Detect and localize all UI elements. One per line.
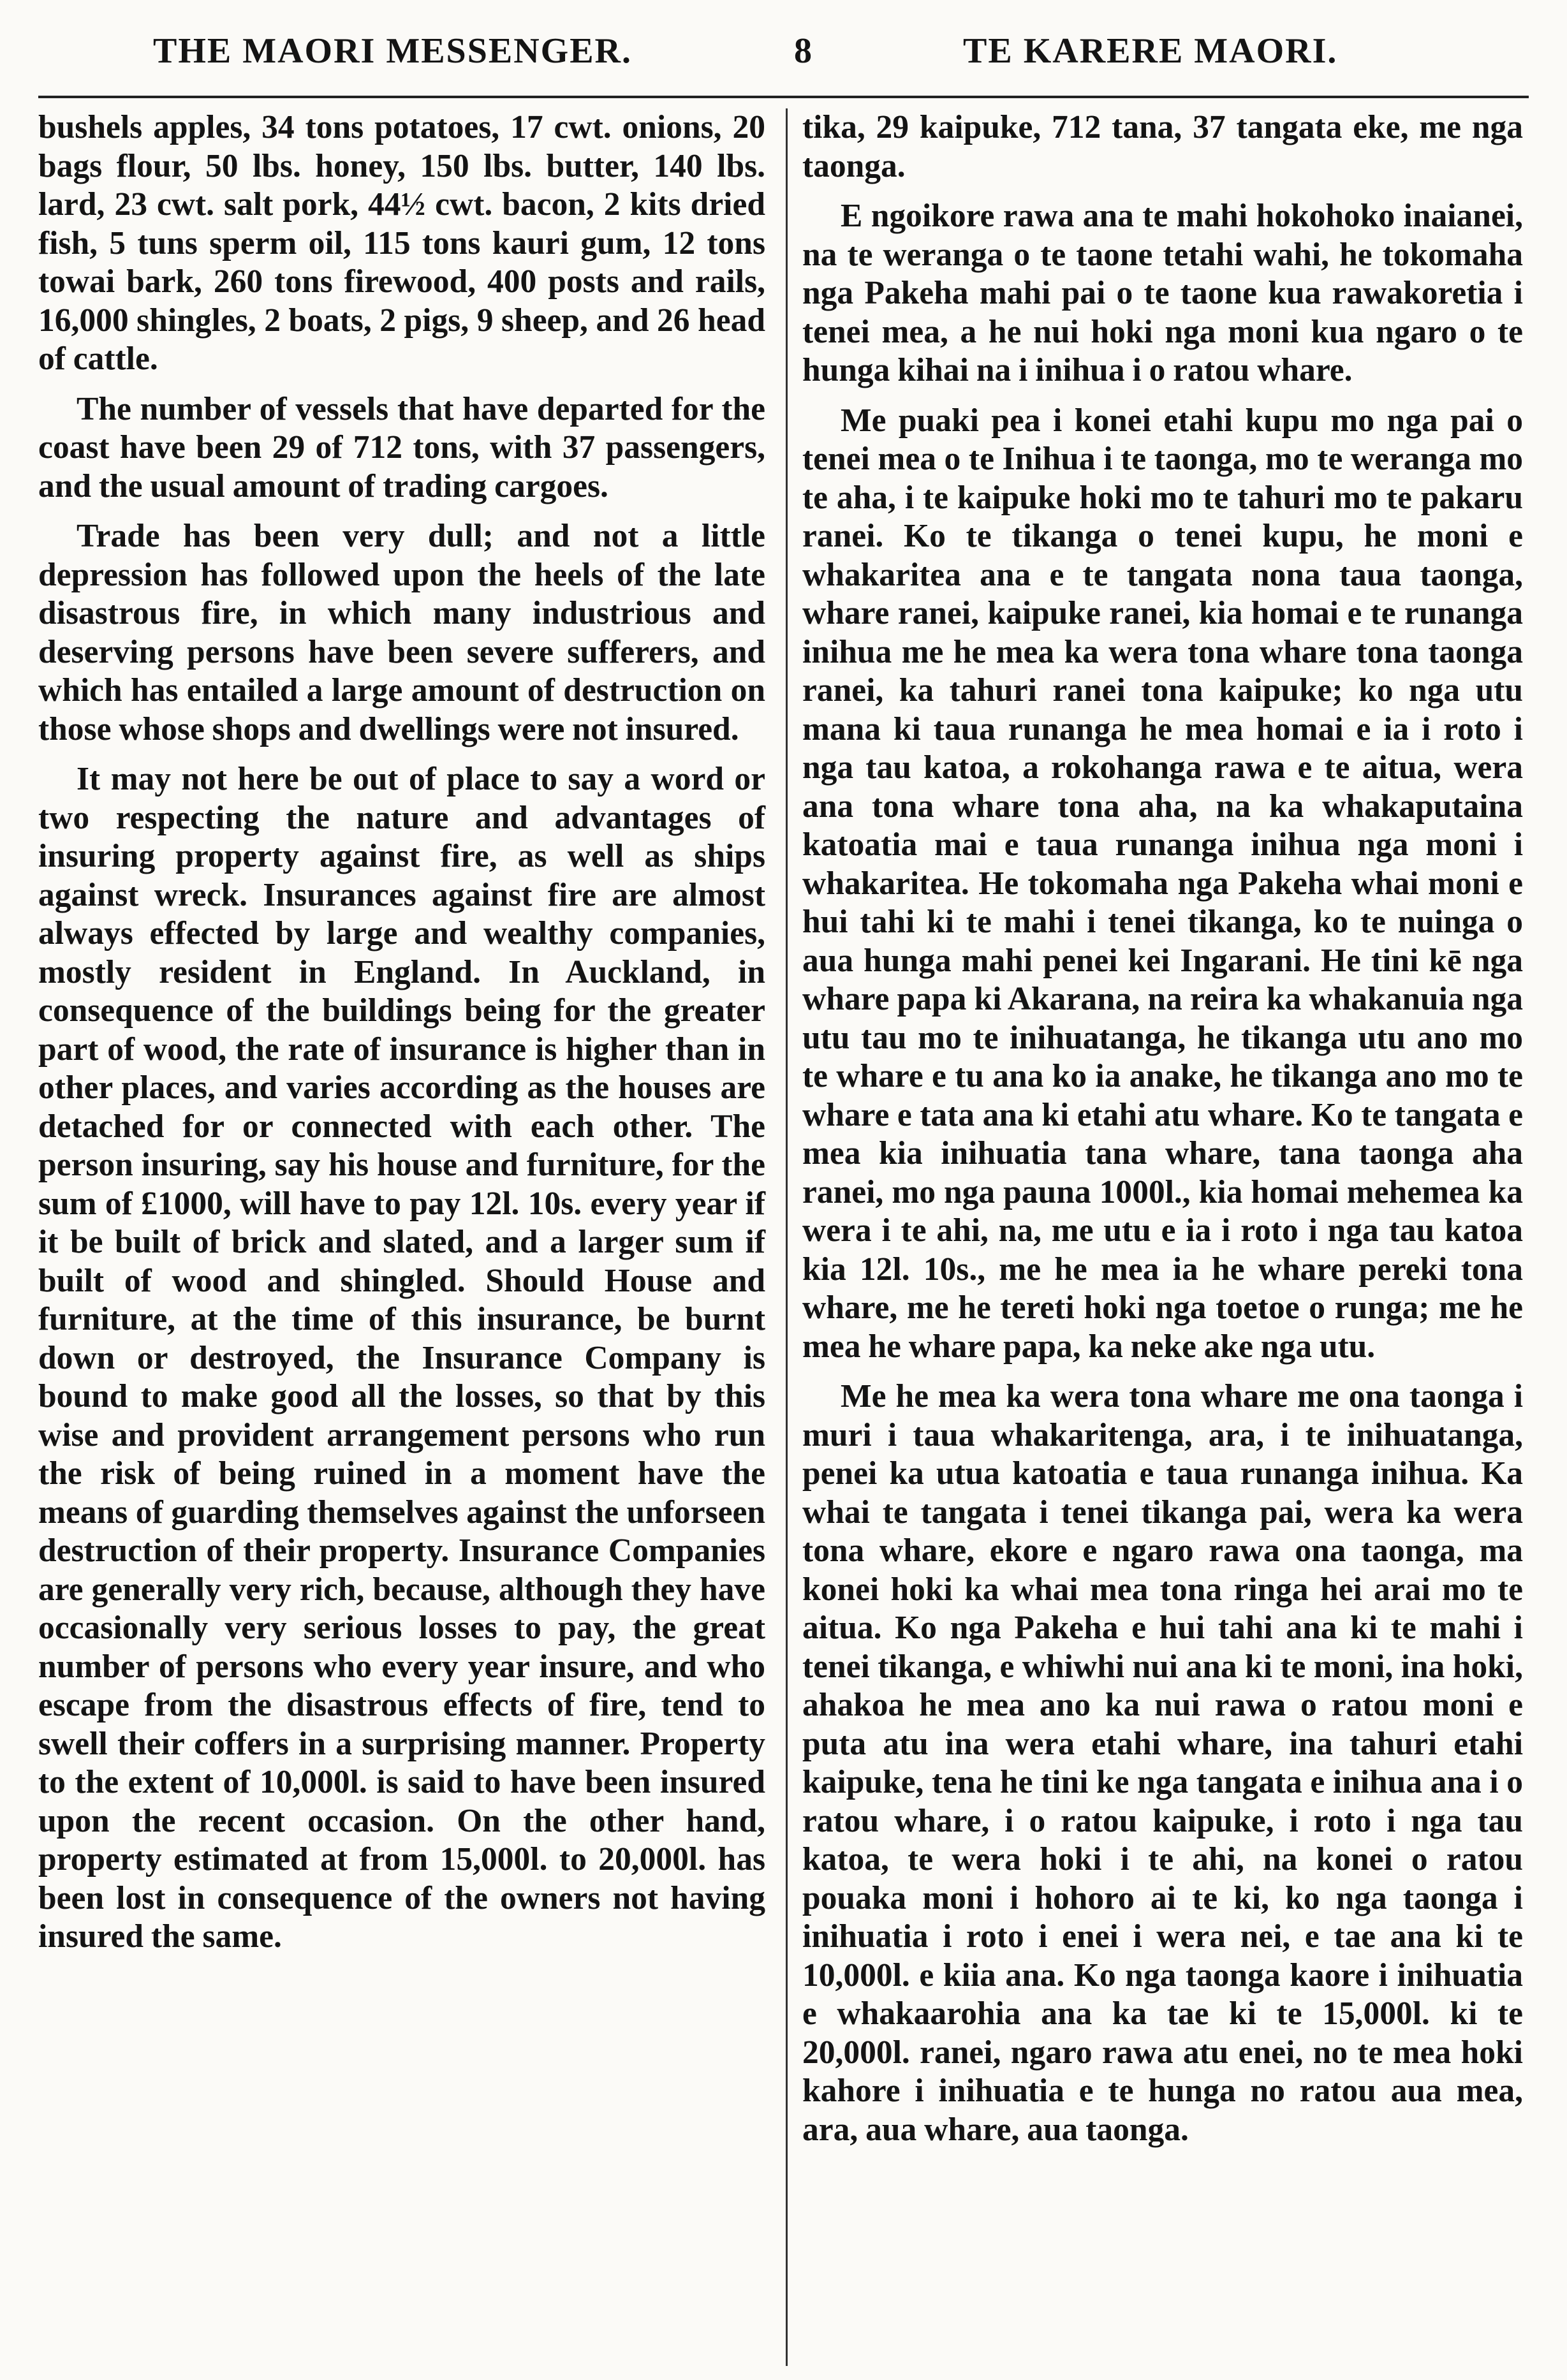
paragraph: Me puaki pea i konei etahi kupu mo nga pai o tenei mea o te Inihua i te taonga, mo te weranga mo te aha, i te kaipuke hoki mo te tahuri mo te pakaru ranei. Ko te tikanga o tenei kupu, he moni e whakaritea ana e te tangata nona taua taonga, whare ranei, kaipuke ranei, kia homai e te runanga inihua me he mea ka wera tona whare tona taonga ranei, ka tahuri ranei tona kaipuke; ko nga utu mana ki taua runanga he mea homai e ia i roto i nga tau katoa, a rokohanga rawa e te aitua, wera ana tona whare tona aha, na ka whakaputaina katoatia mai e taua runanga inihua nga moni i whakaritea. He tokomaha nga Pakeha whai moni e hui tahi ki te mahi i tenei tikanga, ko te nuinga o aua hunga mahi penei kei Ingarani. He tini kē nga whare papa ki Akarana, na reira ka whakanuia nga utu tau mo te inihuatanga, he tikanga utu ano mo te whare e tu ana ko ia anake, he tikanga ano mo te whare e tata ana ki etahi atu whare. Ko te tangata e mea kia inihuatia tana whare, tana taonga aha ranei, mo nga pauna 1000l., kia homai mehemea ka wera i te ahi, na, me utu e ia i roto i nga tau katoa kia 12l. 10s., me he mea ia he whare pereki tona whare, me he tereti hoki nga toetoe o runga; me he mea he whare papa, ka neke ake nga utu. (802, 402, 1523, 1365)
column-divider (786, 108, 788, 2366)
header-english-title: THE MAORI MESSENGER. (153, 31, 632, 71)
paragraph: bushels apples, 34 tons potatoes, 17 cwt. onions, 20 bags flour, 50 lbs. honey, 150 lbs. butter, 140 lbs. lard, 23 cwt. salt pork, 44½ cwt. bacon, 2 kits dried fish, 5 tuns sperm oil, 115 tons kauri gum, 12 tons towai bark, 260 tons firewood, 400 posts and rails, 16,000 shingles, 2 boats, 2 pigs, 9 sheep, and 26 head of cattle. (38, 109, 765, 377)
english-column (38, 108, 765, 2366)
paragraph: E ngoikore rawa ana te mahi hokohoko inaianei, na te weranga o te taone tetahi wahi, he tokomaha nga Pakeha mahi pai o te taone kua rawakoretia i tenei mea, a he nui hoki nga moni kua ngaro o te hunga kihai na i inihua i o ratou whare. (802, 198, 1523, 388)
page-number: 8 (794, 31, 813, 71)
maori-column (802, 108, 1523, 2366)
running-header (153, 31, 1384, 88)
paragraph: tika, 29 kaipuke, 712 tana, 37 tangata eke, me nga taonga. (802, 109, 1523, 184)
header-maori-title: TE KARERE MAORI. (963, 31, 1338, 71)
paragraph: Me he mea ka wera tona whare me ona taonga i muri i taua whakaritenga, ara, i te inihuatanga, penei ka utua katoatia e taua runanga inihua. Ka whai te tangata i tenei tikanga pai, wera ka wera tona whare, ekore e ngaro rawa ona taonga, ma konei hoki ka whai mea tona ringa hei arai mo te aitua. Ko nga Pakeha e hui tahi ana ki te mahi i tenei tikanga, e whiwhi nui ana ki te moni, ina hoki, ahakoa he mea ano ka nui rawa o ratou moni e puta atu ina wera etahi whare, ina tahuri etahi kaipuke, tena he tini ke nga tangata e inihua ana i o ratou whare, i o ratou kaipuke, i roto i nga tau katoa, te wera hoki i te ahi, na konei o ratou pouaka moni i hohoro ai te ki, ko nga taonga i inihuatia i roto i enei i wera nei, e tae ana ki te 10,000l. e kiia ana. Ko nga taonga kaore i inihuatia e whakaarohia ana ka tae ki te 15,000l. ki te 20,000l. ranei, ngaro rawa atu enei, no te mea hoki kahore i inihuatia e te hunga no ratou aua mea, ara, aua whare, aua taonga. (802, 1378, 1523, 2148)
header-rule (38, 96, 1529, 98)
paragraph: Trade has been very dull; and not a little depression has followed upon the heels of the late disastrous fire, in which many industrious and deserving persons have been severe sufferers, and which has entailed a large amount of destruction on those whose shops and dwellings were not insured. (38, 518, 765, 747)
paragraph: It may not here be out of place to say a word or two respecting the nature and advantages of insuring property against fire, as well as ships against wreck. Insurances against fire are almost always effected by large and wealthy companies, mostly resident in England. In Auckland, in consequence of the buildings being for the greater part of wood, the rate of insurance is higher than in other places, and varies according as the houses are detached for or connected with each other. The person insuring, say his house and furniture, for the sum of £1000, will have to pay 12l. 10s. every year if it be built of brick and slated, and a larger sum if built of wood and shingled. Should House and furniture, at the time of this insurance, be burnt down or destroyed, the Insurance Company is bound to make good all the losses, so that by this wise and provident arrangement persons who run the risk of being ruined in a moment have the means of guarding themselves against the unforseen destruction of their property. Insurance Companies are generally very rich, because, although they have occasionally very serious losses to pay, the great number of persons who every year insure, and who escape from the disastrous effects of fire, tend to swell their coffers in a surprising manner. Property to the extent of 10,000l. is said to have been insured upon the recent occasion. On the other hand, property estimated at from 15,000l. to 20,000l. has been lost in consequence of the owners not having insured the same. (38, 761, 765, 1955)
paragraph: The number of vessels that have departed for the coast have been 29 of 712 tons, with 37 passengers, and the usual amount of trading cargoes. (38, 390, 765, 504)
